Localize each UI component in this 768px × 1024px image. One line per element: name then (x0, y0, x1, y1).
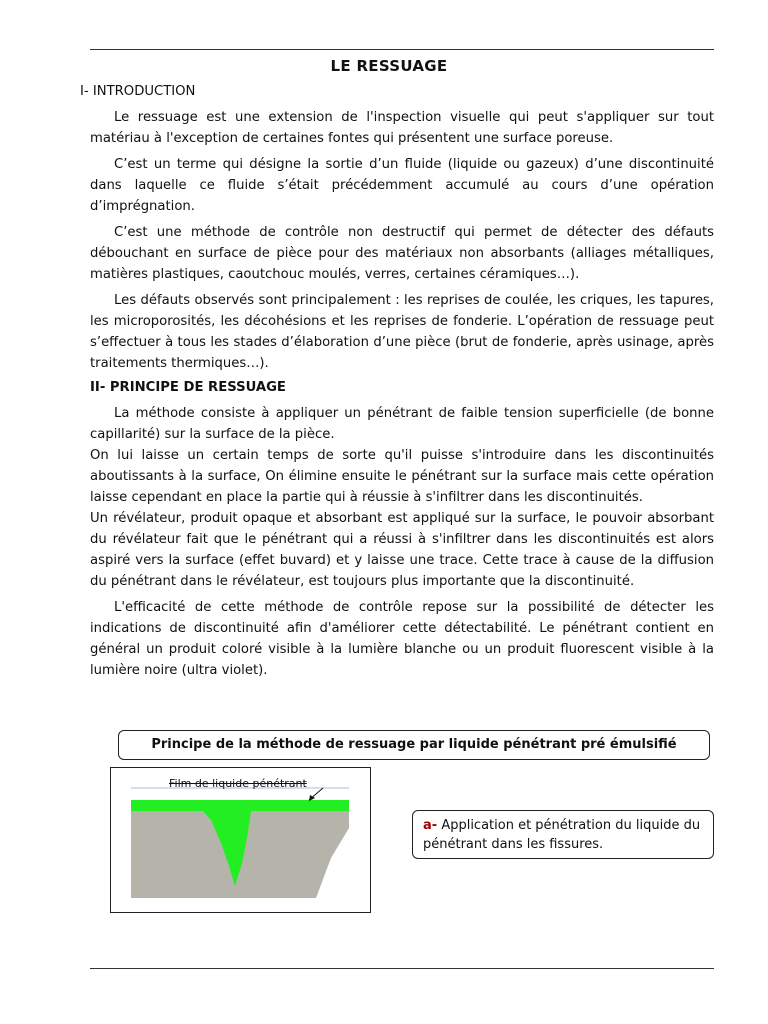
principle-paragraph-4: L'efficacité de cette méthode de contrôle repose sur la possibilité de détecter les indications de discontinuité afin d'améliorer cette détectabilité. Le pénétrant contient en général un produit coloré visible à la lumière blanche ou un produit fluorescent visible à la lumière noire (ultra violet). (90, 600, 714, 678)
intro-paragraph-1: Le ressuage est une extension de l'inspection visuelle qui peut s'appliquer sur tout matériau à l'exception de certaines fontes qui présentent une surface poreuse. (90, 110, 714, 146)
principle-paragraph-1: La méthode consiste à appliquer un pénétrant de faible tension superficielle (de bonne capillarité) sur la surface de la pièce. (90, 406, 714, 442)
penetrant-diagram (110, 767, 371, 913)
intro-paragraph-2: C’est un terme qui désigne la sortie d’un fluide (liquide ou gazeux) d’une discontinuité dans laquelle ce fluide s’était précédemment accumulé au cours d’une opération d’imprégnation. (90, 157, 714, 214)
page-title: LE RESSUAGE (330, 57, 448, 75)
figure-caption: Principe de la méthode de ressuage par liquide pénétrant pré émulsifié (118, 730, 710, 760)
principle-paragraph-3: Un révélateur, produit opaque et absorbant est appliqué sur la surface, le pouvoir absorbant du révélateur fait que le pénétrant qui a réussi à s'infiltrer dans les discontinuités est alors aspiré vers la surface (effet buvard) et y laisse une trace. Cette trace à cause de la diffusion du pénétrant dans le révélateur, est toujours plus importante que la discontinuité. (90, 511, 714, 589)
film-label: Film de liquide pénétrant (169, 777, 307, 790)
intro-paragraph-4: Les défauts observés sont principalement : les reprises de coulée, les criques, les tapures, les microporosités, les décohésions et les reprises de fonderie. L’opération de ressuage peut s’effectuer à tous les stades d’élaboration d’une pièce (brut de fonderie, après usinage, après traitements thermiques…). (90, 293, 714, 371)
section-heading-introduction: I- INTRODUCTION (80, 84, 196, 99)
principle-paragraph-2: On lui laisse un certain temps de sorte qu'il puisse s'introduire dans les discontinuités aboutissants à la surface, On élimine ensuite le pénétrant sur la surface mais cette opération laisse cependant en place la partie qui à réussie à s'infiltrer dans les discontinuités. (90, 448, 714, 505)
document-body (90, 107, 714, 686)
step-tag: a- (423, 818, 438, 833)
header-rule (90, 49, 714, 50)
step-a-box (412, 810, 714, 859)
intro-paragraph-3: C’est une méthode de contrôle non destructif qui permet de détecter des défauts débouchant en surface de pièce pour des matériaux non absorbants (alliages métalliques, matières plastiques, caoutchouc moulés, verres, certaines céramiques…). (90, 225, 714, 282)
step-description: Application et pénétration du liquide du pénétrant dans les fissures. (423, 818, 701, 852)
section-heading-principle: II- PRINCIPE DE RESSUAGE (90, 380, 286, 395)
footer-rule (90, 968, 714, 969)
